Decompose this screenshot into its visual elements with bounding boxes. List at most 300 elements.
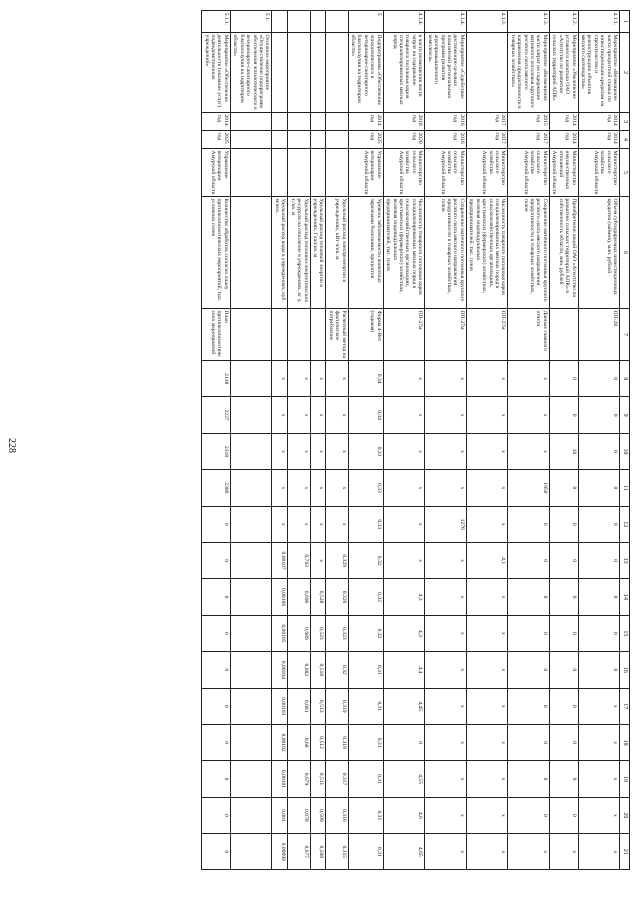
table-cell: 0,315 [326, 834, 348, 870]
table-cell: Министерство сельского хозяйства Амурской области [383, 149, 425, 197]
table-cell: 0 [549, 397, 578, 433]
table-cell: Министерство имущественных отношений Амурской области [549, 149, 578, 197]
table-cell: 1276 [425, 506, 467, 542]
table-cell: х [425, 797, 467, 833]
header-cell: 6 [620, 197, 630, 309]
table-cell: 0,001 [272, 797, 288, 833]
table-cell [326, 149, 348, 197]
table-cell: 0 [549, 361, 578, 397]
table-cell [230, 149, 272, 197]
table-cell: 0,317 [326, 761, 348, 797]
table-cell: 0 [202, 724, 231, 760]
table-cell: Расчетный метод на фактическое потребление [326, 309, 348, 361]
table-cell: х [272, 506, 288, 542]
table-cell: 0,31 [348, 724, 383, 760]
header-cell: 9 [620, 397, 630, 433]
table-cell: х [466, 797, 508, 833]
table-cell: 0,00102 [272, 724, 288, 760]
header-cell: 16 [620, 652, 630, 688]
table-cell [230, 724, 272, 760]
table-cell: х [383, 433, 425, 469]
table-cell: 0,689 [288, 615, 310, 651]
table-cell: 0 [508, 652, 550, 688]
table-cell: х [578, 688, 620, 724]
table-cell: План противоэпизоотических мероприятий [202, 309, 231, 361]
table-cell: 4,45 [383, 688, 425, 724]
table-cell [230, 433, 272, 469]
table-cell: Министерство сельского хозяйства Амурской области [466, 149, 508, 197]
table-cell: 2318 [202, 433, 231, 469]
table-cell [288, 309, 310, 361]
table-cell: 2014 год [202, 113, 231, 131]
table-cell: 0 [549, 688, 578, 724]
table-cell [230, 470, 272, 506]
table-cell [288, 33, 310, 113]
header-row [620, 11, 630, 870]
table-cell: 0 [578, 506, 620, 542]
table-cell: 0,33 [348, 506, 383, 542]
table-cell [288, 11, 310, 33]
table-cell: х [310, 361, 326, 397]
table-cell: 0 [508, 761, 550, 797]
table-cell [288, 113, 310, 131]
table-cell: Подпрограмма «Обеспечение эпизоотического и ветеринарно-санитарного благополучия на территории области» [348, 33, 383, 113]
table-cell: ПП-27м [425, 309, 467, 361]
table-cell: 1950 [508, 470, 550, 506]
table-cell: х [383, 542, 425, 578]
table-cell: 0,523 [310, 615, 326, 651]
table-cell: 0 [549, 652, 578, 688]
table-cell: х [326, 361, 348, 397]
table-cell: х [326, 397, 348, 433]
table-cell: х [310, 542, 326, 578]
table-cell [310, 149, 326, 197]
table-cell: х [466, 361, 508, 397]
header-cell: 3 [620, 113, 630, 131]
table-cell [272, 131, 288, 149]
table-cell: х [326, 433, 348, 469]
table-cell: 0,512 [310, 724, 326, 760]
table-cell: 0,68 [288, 724, 310, 760]
table-cell: х [310, 470, 326, 506]
table-cell: 0,682 [288, 652, 310, 688]
table-cell [549, 309, 578, 361]
table-cell: 0,509 [310, 797, 326, 833]
table-cell: 0 [549, 761, 578, 797]
table-cell: 0 [202, 652, 231, 688]
table-cell [272, 11, 288, 33]
table-cell: х [326, 506, 348, 542]
table-cell: 0,703 [288, 542, 310, 578]
table-cell: 0,34 [348, 361, 383, 397]
table-cell [272, 149, 288, 197]
table-cell: 4,3 [383, 579, 425, 615]
header-cell: 1 [620, 11, 630, 33]
table-cell: х [578, 724, 620, 760]
table-cell: 0 [508, 688, 550, 724]
table-cell: 2227 [202, 397, 231, 433]
table-cell: х [310, 506, 326, 542]
table-cell [326, 113, 348, 131]
table-cell: 0,00107 [272, 542, 288, 578]
table-cell: Уровень заболеваемости животных заразными болезнями, процентов [348, 197, 383, 309]
table-cell: 0 [202, 506, 231, 542]
table-cell: х [383, 397, 425, 433]
table-cell: 4.1.2. [549, 11, 578, 33]
table-cell: Удельный расход электроэнергии в учреждениях, кВт·ч/кв. м [326, 197, 348, 309]
table-cell: х [288, 361, 310, 397]
page-number: 228 [6, 438, 17, 453]
table-cell: ПП-27м [466, 309, 508, 361]
table-cell: Численность товарного поголовья коров специализированных мясных пород в сельскохозяйственных организациях, крестьянских (фермерских) хозяйствах, включая индивидуальных предпринимателей, тыс. голов [466, 197, 508, 309]
table-cell [230, 579, 272, 615]
table-cell: Форма 4-Вет (годовая) [348, 309, 383, 361]
table-cell: Управление ветеринарии Амурской области [348, 149, 383, 197]
table-cell: 2017 год [466, 131, 508, 149]
table-cell: 4.1.3. [466, 11, 508, 33]
table-cell: Управление ветеринарии Амурской области [202, 149, 231, 197]
table-cell [310, 11, 326, 33]
table-cell: 2016 год [425, 131, 467, 149]
table-cell: 0 [549, 542, 578, 578]
header-cell: 2 [620, 33, 630, 113]
table-cell [272, 33, 288, 113]
table-cell: Удельный расход воды в учреждениях, куб. м/чел. [272, 197, 288, 309]
table-cell: Мероприятие «Возмещение части затрат на содержание маточного поголовья крупного рогатого скота мясного направления продуктивности в товарных хозяйствах» [508, 33, 550, 113]
table-cell: 2014 год [578, 113, 620, 131]
table-cell: 2014 год [549, 113, 578, 131]
table-cell: 0 [508, 542, 550, 578]
table-cell: х [425, 834, 467, 870]
table-cell: 0 [549, 506, 578, 542]
table-cell: 5. [348, 11, 383, 33]
table-cell: 4,3 [383, 615, 425, 651]
table-cell: 4,4 [383, 652, 425, 688]
table-cell [326, 33, 348, 113]
table-cell: Сохранение маточного поголовья крупного рогатого скота мясного направления продуктивности в товарных хозяйствах, голов [425, 197, 467, 309]
header-cell: 8 [620, 361, 630, 397]
table-cell: х [425, 761, 467, 797]
table-cell: 0,696 [288, 579, 310, 615]
table-cell: Мероприятие «Содействие достижению целевых показателей региональных программ развития агропромышленного комплекса» [425, 33, 467, 113]
table-cell: 0,318 [326, 724, 348, 760]
table-cell: 0 [202, 797, 231, 833]
table-cell: х [425, 579, 467, 615]
table-cell: Мероприятие «Увеличение уставного капитала ОАО «Агентство по развитию сельских территорий АПК» [549, 33, 578, 113]
table-cell [230, 197, 272, 309]
table-cell: х [310, 433, 326, 469]
table-cell: Мероприятие «Возмещение части процентной ставки по инвестиционным кредитам на строительство и реконструкцию объектов мясного скотоводства» [578, 33, 620, 113]
table-cell: 0,677 [288, 834, 310, 870]
table-cell [310, 131, 326, 149]
table-cell [466, 33, 508, 113]
table-cell: х [466, 761, 508, 797]
table-cell: х [466, 615, 508, 651]
rotated-page [50, 10, 640, 861]
table-cell [272, 113, 288, 131]
table-cell: х [425, 397, 467, 433]
table-cell: х [310, 397, 326, 433]
header-cell: 13 [620, 542, 630, 578]
table-row [310, 11, 326, 870]
header-cell: 19 [620, 761, 630, 797]
table-cell: х [508, 397, 550, 433]
table-cell [310, 113, 326, 131]
table-row [425, 11, 467, 870]
table-row [466, 11, 508, 870]
table-cell: х [466, 834, 508, 870]
table-cell [288, 149, 310, 197]
table-cell [326, 11, 348, 33]
table-cell: 0,329 [326, 542, 348, 578]
table-cell [326, 131, 348, 149]
table-cell: х [578, 797, 620, 833]
table-cell: 0 [549, 470, 578, 506]
table-cell [230, 397, 272, 433]
table-cell: 0 [202, 579, 231, 615]
table-cell: х [383, 470, 425, 506]
table-cell: ПП-27м [383, 309, 425, 361]
header-cell: 15 [620, 615, 630, 651]
table-cell: 2138 [202, 361, 231, 397]
table-cell [272, 309, 288, 361]
table-cell: 0 [202, 688, 231, 724]
table-cell: 0 [383, 724, 425, 760]
table-cell: 4,55 [383, 761, 425, 797]
table-cell: 5.1. [230, 11, 272, 33]
table-cell: 2025 год [348, 131, 383, 149]
table-cell: 0 [549, 579, 578, 615]
table-cell: 2015 год [508, 113, 550, 131]
table-cell: 0 [578, 615, 620, 651]
table-cell: 10 [549, 433, 578, 469]
table-cell: 0 [578, 397, 620, 433]
table-cell: 2025 год [202, 131, 231, 149]
table-cell: 0,319 [326, 688, 348, 724]
table-cell [310, 309, 326, 361]
table-cell: 0,00099 [272, 834, 288, 870]
table-cell: 0,00103 [272, 688, 288, 724]
table-cell: 0,32 [348, 579, 383, 615]
table-cell: х [508, 361, 550, 397]
header-cell: 5 [620, 149, 630, 197]
table-cell: 2017 год [466, 113, 508, 131]
table-cell: х [425, 652, 467, 688]
table-cell: х [508, 834, 550, 870]
table-cell: х [272, 470, 288, 506]
table-cell: 0,518 [310, 652, 326, 688]
table-cell: 0,513 [310, 688, 326, 724]
table-cell: 2014 год [549, 131, 578, 149]
table-body [202, 11, 620, 870]
table-cell: 0,32 [348, 542, 383, 578]
table-cell: х [288, 506, 310, 542]
table-cell: 0 [202, 615, 231, 651]
table-cell: Министерство сельского хозяйства Амурской области [425, 149, 467, 197]
table-cell: х [288, 397, 310, 433]
table-cell: 0,679 [288, 761, 310, 797]
table-cell: 0,31 [348, 761, 383, 797]
header-cell: 7 [620, 309, 630, 361]
table-cell: 0,31 [348, 797, 383, 833]
table-cell: 0 [202, 761, 231, 797]
table-cell: 4,1 [466, 542, 508, 578]
table-cell: 0,508 [310, 834, 326, 870]
table-cell: 0 [508, 615, 550, 651]
table-cell [230, 761, 272, 797]
table-cell: 0,681 [288, 688, 310, 724]
table-cell: 0 [202, 834, 231, 870]
header-cell: 20 [620, 797, 630, 833]
table-cell: 4.1.3. [508, 11, 550, 33]
table-cell: 0 [578, 579, 620, 615]
table-cell: 0,33 [348, 433, 383, 469]
table-cell [230, 615, 272, 651]
table-cell: Министерство сельского хозяйства Амурской области [578, 149, 620, 197]
table-row [508, 11, 550, 870]
table-cell [230, 542, 272, 578]
table-cell: Удельный расход тепловой энергии в учреждениях, Гкал/кв. м [310, 197, 326, 309]
table-cell: 2014 год [578, 131, 620, 149]
table-cell: ПП-28 [578, 309, 620, 361]
table-cell: х [425, 470, 467, 506]
table-cell [310, 33, 326, 113]
header-cell: 17 [620, 688, 630, 724]
table-cell: 0,323 [326, 615, 348, 651]
header-cell: 11 [620, 470, 630, 506]
header-cell: 12 [620, 506, 630, 542]
table-cell: Данные главного отчета [508, 309, 550, 361]
table-cell: 0 [508, 579, 550, 615]
table-cell: 0 [578, 433, 620, 469]
table-cell [230, 797, 272, 833]
header-cell: 18 [620, 724, 630, 760]
table-cell: 0,00104 [272, 652, 288, 688]
table-row [272, 11, 288, 870]
header-cell: 10 [620, 433, 630, 469]
table-cell: Сохранение маточного поголовья крупного рогатого скота мясного направления продуктивности в товарных хозяйствах, голов [508, 197, 550, 309]
table-cell: х [272, 433, 288, 469]
table-cell [230, 688, 272, 724]
table-row [549, 11, 578, 870]
table-cell: 0 [508, 724, 550, 760]
table-cell: х [425, 724, 467, 760]
table-cell: 0 [508, 506, 550, 542]
table-cell: 2014 год [348, 113, 383, 131]
table-cell: Приобретение акций ОАО «Агентство по развитию сельских территорий АПК» в собственность области, млн. рублей [549, 197, 578, 309]
indicator-table [201, 10, 630, 870]
table-cell [230, 652, 272, 688]
table-cell: х [425, 615, 467, 651]
table-row [202, 11, 231, 870]
table-cell: 0 [202, 542, 231, 578]
table-cell: 0,32 [348, 615, 383, 651]
table-cell: Объем субсидируемых инвестиционных кредитов (займов), млн. рублей [578, 197, 620, 309]
table-cell: 0,00106 [272, 579, 288, 615]
table-cell: х [272, 397, 288, 433]
table-cell: х [288, 470, 310, 506]
table-cell: Удельный расход топливно-энергетических ресурсов на отопление в учреждениях, кг у. т./кв. м [288, 197, 310, 309]
table-cell: Мероприятие «Обеспечение деятельности (оказание услуг) подведомственных учреждений» [202, 33, 231, 113]
table-cell: 0,32 [326, 652, 348, 688]
table-cell: х [578, 761, 620, 797]
table-cell: 2018 год [383, 113, 425, 131]
table-cell: Министерство сельского хозяйства Амурской области [508, 149, 550, 197]
table-cell: 2020 год [383, 131, 425, 149]
table-row [348, 11, 383, 870]
table-cell: 0,326 [326, 579, 348, 615]
table-cell: 0 [578, 361, 620, 397]
table-cell [230, 113, 272, 131]
table-cell: 0 [578, 652, 620, 688]
table-cell: 0 [508, 797, 550, 833]
table-cell: х [383, 361, 425, 397]
table-cell [288, 131, 310, 149]
table-cell: х [466, 652, 508, 688]
table-cell: 0 [549, 797, 578, 833]
table-cell: х [425, 542, 467, 578]
header-cell: 21 [620, 834, 630, 870]
header-cell: 4 [620, 131, 630, 149]
header-cell: 14 [620, 579, 630, 615]
table-cell: х [425, 433, 467, 469]
table-cell: х [425, 361, 467, 397]
table-cell: Численность товарного поголовья коров специализированных мясных пород в сельскохозяйственных организациях, крестьянских (фермерских) хозяйствах, включая индивидуальных предпринимателей, тыс. голов [383, 197, 425, 309]
table-cell: 0,33 [348, 470, 383, 506]
table-cell: 0,678 [288, 797, 310, 833]
table-cell: х [578, 834, 620, 870]
table-cell: х [383, 506, 425, 542]
table-cell: 0 [578, 542, 620, 578]
table-cell [230, 834, 272, 870]
table-cell: 4,65 [383, 834, 425, 870]
table-cell: 0,31 [348, 652, 383, 688]
table-cell: х [288, 433, 310, 469]
table-cell: х [466, 397, 508, 433]
table-cell: х [272, 361, 288, 397]
table-cell: 4.1.1. [578, 11, 620, 33]
table-cell: х [549, 834, 578, 870]
table-cell [230, 309, 272, 361]
table-cell: х [466, 688, 508, 724]
table-cell: 2017 год [508, 131, 550, 149]
table-cell: х [508, 433, 550, 469]
table-cell: х [425, 688, 467, 724]
table-cell: 0,31 [348, 688, 383, 724]
table-cell [230, 131, 272, 149]
table-cell: 0,34 [348, 397, 383, 433]
table-cell: 0,528 [310, 579, 326, 615]
table-cell: 0 [578, 470, 620, 506]
table-cell: х [326, 470, 348, 506]
table-row [578, 11, 620, 870]
table-cell: 0,511 [310, 761, 326, 797]
table-cell: Основное мероприятие «Осуществление подпрограмм обеспечения эпизоотического и ветеринарно-санитарного благополучия на территории области» [230, 33, 272, 113]
table-cell: 0,00105 [272, 615, 288, 651]
table-cell [230, 361, 272, 397]
table-row [288, 11, 310, 870]
table-cell: 0,316 [326, 797, 348, 833]
table-cell: х [466, 724, 508, 760]
table-row [326, 11, 348, 870]
table-cell: х [466, 506, 508, 542]
table-cell: х [466, 433, 508, 469]
table-cell: х [466, 470, 508, 506]
table-cell: 0,31 [348, 834, 383, 870]
table-cell: 4.1.4. [383, 11, 425, 33]
table-cell: Количество обработок согласно плану противоэпизоотических мероприятий, тыс. условных голов [202, 197, 231, 309]
table-cell: в части возмещения части затрат на содержание товарного поголовья коров специализированных мясных пород [383, 33, 425, 113]
